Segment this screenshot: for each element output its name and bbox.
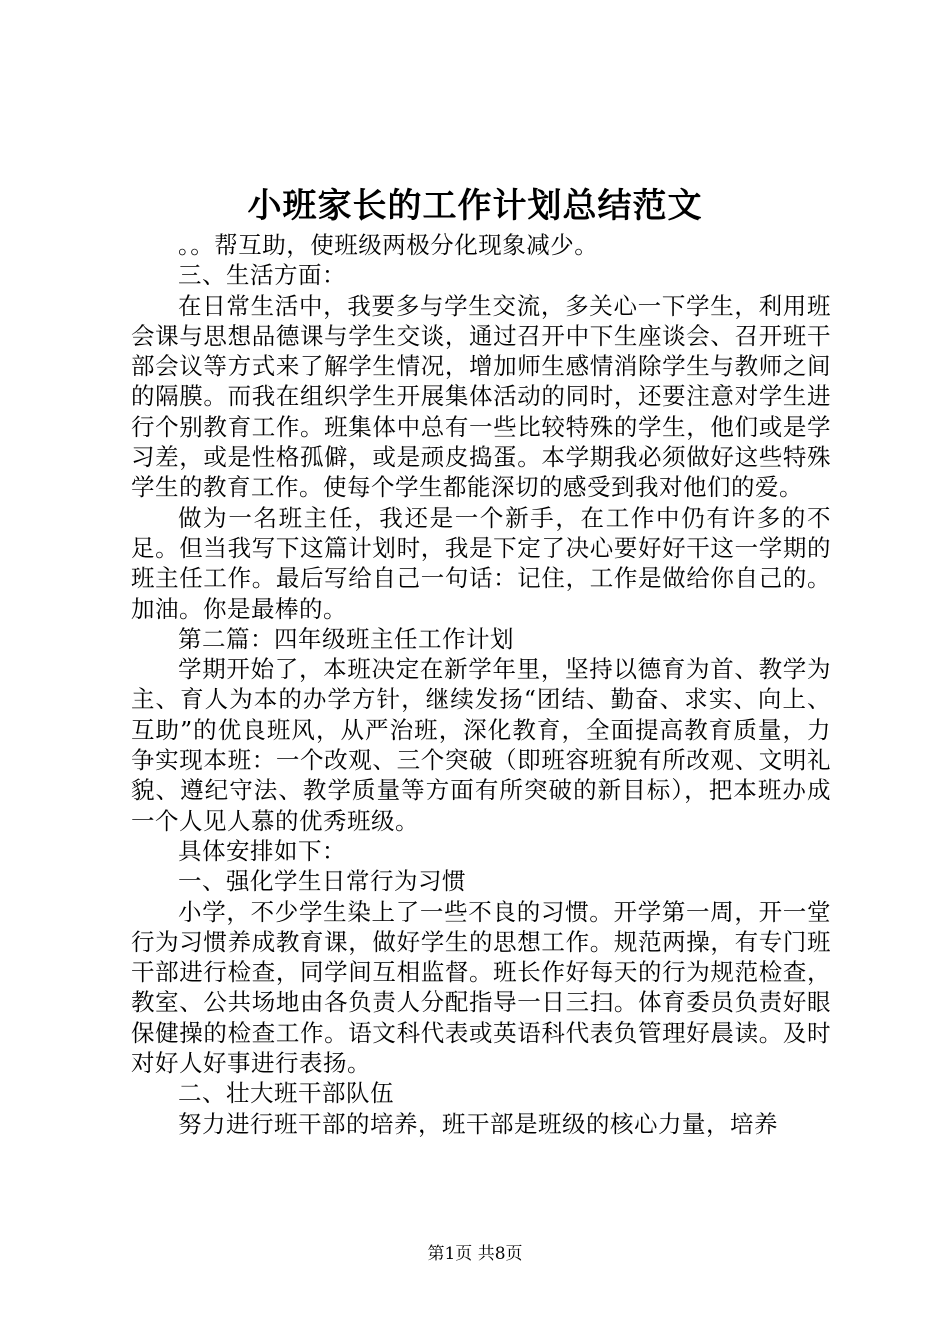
- document-title: 小班家长的工作计划总结范文: [247, 186, 703, 226]
- paragraph: 学期开始了，本班决定在新学年里，坚持以德育为首、教学为主、育人为本的办学方针，继续发扬“团结、勤奋、求实、向上、互助”的优良班风，从严治班，深化教育，全面提高教育质量，力争实现本班：一个改观、三个突破（即班容班貌有所改观、文明礼貌、遵纪守法、教学质量等方面有所突破的新目标），把本班办成一个人见人慕的优秀班级。: [131, 655, 831, 835]
- section-heading: 第二篇：四年级班主任工作计划: [178, 624, 514, 653]
- section-heading: 一、强化学生日常行为习惯: [178, 867, 466, 896]
- document-body: [131, 230, 831, 1139]
- paragraph: 具体安排如下：: [178, 836, 346, 865]
- section-heading: 三、生活方面：: [178, 261, 346, 290]
- page-number-footer: 第1页 共8页: [427, 1244, 523, 1264]
- section-heading: 二、壮大班干部队伍: [178, 1079, 394, 1108]
- paragraph: 做为一名班主任，我还是一个新手，在工作中仍有许多的不足。但当我写下这篇计划时，我是下定了决心要好好干这一学期的班主任工作。最后写给自己一句话：记住，工作是做给你自己的。加油。你是最棒的。: [131, 503, 831, 623]
- paragraph: 小学，不少学生染上了一些不良的习惯。开学第一周，开一堂行为习惯养成教育课，做好学生的思想工作。规范两操，有专门班干部进行检查，同学间互相监督。班长作好每天的行为规范检查，教室、公共场地由各负责人分配指导一日三扫。体育委员负责好眼保健操的检查工作。语文科代表或英语科代表负管理好晨读。及时对好人好事进行表扬。: [131, 897, 831, 1078]
- paragraph: 。。帮互助，使班级两极分化现象减少。: [178, 231, 599, 259]
- paragraph: 在日常生活中，我要多与学生交流，多关心一下学生，利用班会课与思想品德课与学生交谈，通过召开中下生座谈会、召开班干部会议等方式来了解学生情况，增加师生感情消除学生与教师之间的隔膜。而我在组织学生开展集体活动的同时，还要注意对学生进行个别教育工作。班集体中总有一些比较特殊的学生，他们或是学习差，或是性格孤僻，或是顽皮捣蛋。本学期我必须做好这些特殊学生的教育工作。使每个学生都能深切的感受到我对他们的爱。: [131, 291, 831, 502]
- paragraph: 努力进行班干部的培养，班干部是班级的核心力量，培养: [178, 1109, 778, 1138]
